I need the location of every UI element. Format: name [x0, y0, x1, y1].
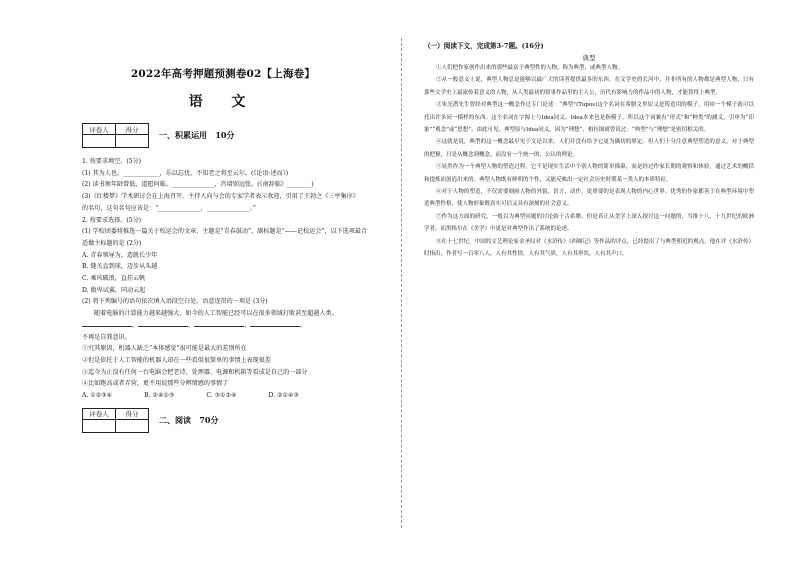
grader-header: 评卷人: [83, 124, 116, 135]
reading-paragraph: ⑤显然作为一个典型人物的塑造过程，它不是现实生活中个别人物的简单描摹，而是经过作家长期的观察和体验，通过艺术的概括和提炼而创造出来的。典型人物既有鲜明的个性，又能反映出一定社会历史时期某一类人的本质特征。: [424, 164, 754, 183]
passage-line: 随着电脑的计算能力越来越强大，如今的人工智能已经可以在很多领域打败甚至超越人类。: [94, 310, 338, 318]
question-block: [82, 156, 368, 402]
option-line: D. 傲卑试翼，同动云起: [82, 286, 146, 294]
exam-title: 2022年高考押题预测卷02【上海卷】: [130, 68, 316, 80]
section2-label: 二、阅读: [159, 414, 191, 425]
answer-choice-d[interactable]: D. ②①④③: [268, 392, 299, 400]
sentence-option: ②但是依托于人工智能的机器人却在一些看似很简单的事情上表现很差: [82, 356, 271, 364]
score-cell[interactable]: [116, 135, 149, 148]
score-header: 得分: [116, 124, 149, 135]
section2-points: 70分: [199, 414, 219, 425]
question-line: 1. 按要求填空。(5分): [82, 158, 142, 165]
question-line: (2) 将下列编号的语句依次填入语段空白处，语意连贯的一项是 (3分): [82, 298, 268, 306]
option-line: A. 青春领导为，造就长少年: [82, 251, 158, 259]
grader-cell[interactable]: [83, 419, 116, 432]
reading-header: （一）阅读下文，完成第3-7题。(16分): [424, 42, 544, 50]
passage-tail: 不再是自我意识。: [82, 333, 131, 341]
right-column: [424, 38, 754, 261]
answer-choice-a[interactable]: A. ①②③④: [82, 392, 113, 400]
question-line: (2) 读书须年龄曾低，道愿何临。______________，宫墙别远张。(《南辞临》________): [82, 181, 314, 189]
question-line: (3)《红楼梦》学术研讨会在上海召开，主持人向与会的专家学者表示欢迎，引用了王勃之《三亭集序》: [82, 193, 359, 201]
section2-heading: [159, 415, 219, 426]
reading-paragraph: ③朱光潜先生曾经对典型这一概念作过专门论述：“典型”(Tupos)这个名词在希腊文里原义是铸造用的模子，用同一个模子就可以托出许多同一模样的东西。这个名词在字源上与Idea同义。Idea本来也是指模子，所以这个词兼有“形式”和“种类”的涵义，引申为“印象”“观念”或“思想”。由此可见，典型原与Idea同义，因为“理想”，柏拉图就曾说过：“典型”与“理想”是密切相关的。: [424, 102, 754, 134]
answer-choices: [82, 390, 364, 402]
fold-line: [401, 38, 402, 528]
score-cell[interactable]: [116, 419, 149, 432]
score-table: [82, 408, 149, 433]
sentence-option: ①究其原因，机器人缺乏“本体感觉”很可能是最大的差别所在: [82, 345, 247, 353]
reading-paragraph: ②从一般意义上说，典型人物总是能够以最广大的读者提供最多的东西。在文学史的长河中，并非所有的人物都是典型人物，只有那些文学史上最流传着意义的人物，从人类最初的叙事作品里的主人公，历代有影响力的作品中的人物，才能算得上典型。: [424, 77, 754, 96]
question-line: 适做主标题的是 (2分): [82, 239, 142, 247]
score-table: [82, 123, 149, 148]
blank-line[interactable]: ， ， ， 。: [82, 320, 364, 332]
question-line: (1) 学校团委将推选一篇关于校运会的文章，主题是“青春鼓动”，副标题是“——记校运会”，以下选项最合: [82, 228, 368, 236]
subject-title: 语 文: [188, 94, 258, 110]
reading-title: 典型: [582, 54, 596, 62]
question-line: 2. 按要求选择。(5分): [82, 216, 142, 224]
sentence-option: ③迄今为止没有任何一台电脑会把老诗、处理器、电源和机箱等看成是自己的一部分: [82, 368, 308, 376]
section1-points: 10分: [215, 130, 235, 140]
reading-paragraph: ⑥对于人物的塑造，不仅需要刻画人物的外貌、语言、动作，更重要的是表现人物的内心世界。优秀的作家都善于在典型环境中塑造典型性格，使人物形象既真实可信又具有深刻的社会意义。: [424, 189, 754, 208]
reading-paragraph: ④这就是说，典型的这一概念最早见于文论以来，人们并没有给予它更为确切的界定。但人们十分注意典型塑造的意义，对于典型的把握，只是从概念到概念，而没有一个统一的、公认的理论。: [424, 139, 754, 158]
reading-paragraph: ①人们把作家创作出来的那些最富于典型性的人物，称为典型，或典型人物。: [436, 65, 624, 71]
answer-choice-c[interactable]: C. ③①②④: [206, 392, 237, 400]
section1-label: 一、积累运用: [159, 130, 207, 140]
question-line: (1) 其为人也，____________，乐以忘忧，不知老之将至云尔。(《论语·述而》): [82, 169, 289, 177]
section1-scorebox: [82, 123, 364, 148]
option-line: B. 缝关直到球，迈步从头越: [82, 263, 158, 271]
option-line: C. 乘风破浪，直挂云帆: [82, 275, 146, 283]
left-column: [82, 58, 368, 433]
question-line: 的名句，这句名句应该是：“______________，______________。”: [82, 204, 256, 212]
answer-choice-b[interactable]: B. ②④①③: [144, 392, 175, 400]
sentence-option: ④比如跑高或者弄营，更不用说那些分辨情感的事情了: [82, 380, 229, 388]
section2-scorebox: [82, 408, 364, 433]
score-header: 得分: [116, 408, 149, 419]
reading-paragraph: ⑦作为这方面的研究，一般以为典型问题的讨论始于古希腊，但是真正从美学上深入探讨这一问题的，当推十八、十九世纪的欧洲学者，而黑格尔在《美学》中更是对典型作出了系统的论述。: [424, 213, 754, 233]
reading-paragraph: ⑧在十七世纪，中国的文艺理论家金圣叹对《水浒传》《西厢记》等作品的评点，已经提出了与典型相近的观点，他在评《水浒传》时指出，作者写一百零八人，人有其性情，人有其气质，人有其形状，人有其声口。: [424, 238, 754, 258]
grader-header: 评卷人: [83, 408, 116, 419]
section1-heading: [159, 130, 235, 141]
grader-cell[interactable]: [83, 135, 116, 148]
